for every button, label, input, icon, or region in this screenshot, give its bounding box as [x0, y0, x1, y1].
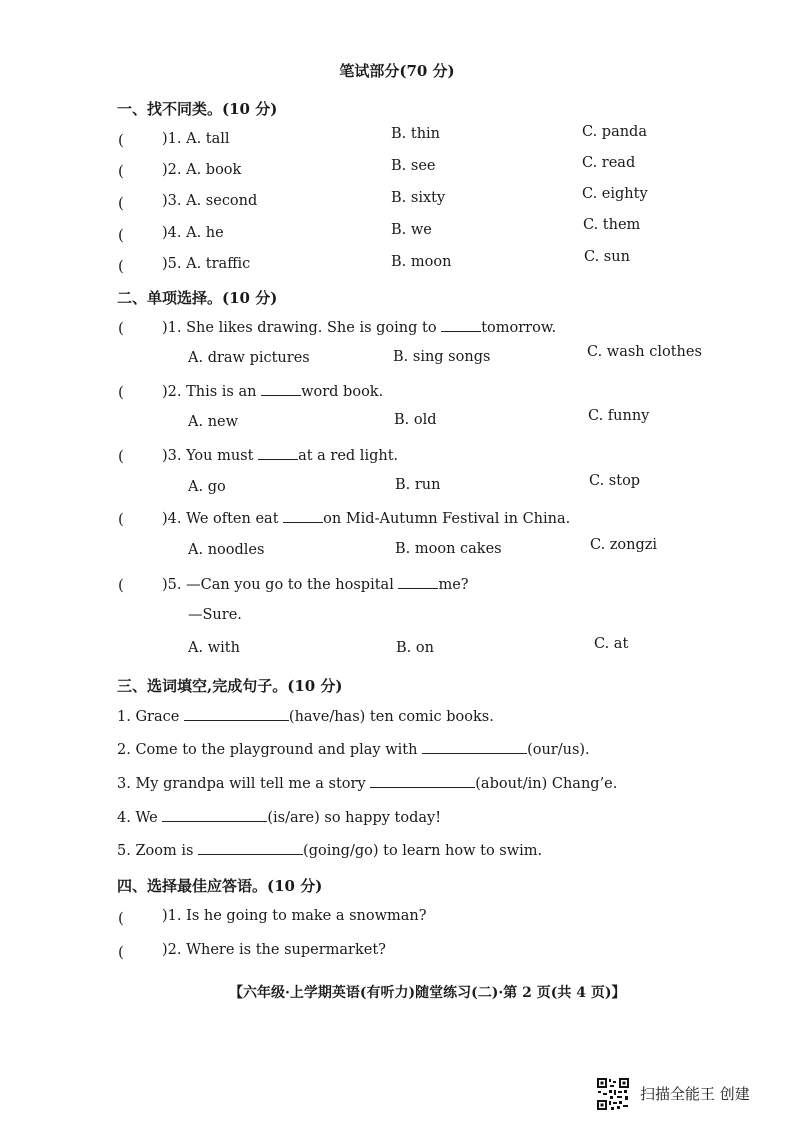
s4-q2: )2. Where is the supermarket?: [162, 942, 386, 958]
s2-q4-option-a: A. noodles: [188, 542, 265, 558]
s2-q2-stem-end: word book.: [301, 384, 384, 400]
answer-blank: [441, 318, 481, 332]
answer-paren: (: [118, 576, 124, 594]
answer-paren: (: [118, 319, 124, 337]
answer-blank: [198, 841, 303, 855]
answer-blank: [370, 774, 475, 788]
s1-q3-option-c: C. eighty: [582, 186, 648, 202]
s2-q5-option-c: C. at: [594, 636, 629, 652]
s2-q4-option-c: C. zongzi: [590, 537, 658, 553]
s2-q3-option-b: B. run: [395, 477, 441, 493]
s1-q4-option-c: C. them: [583, 217, 641, 233]
s2-q4-option-b: B. moon cakes: [395, 541, 502, 557]
s2-q2-stem: [162, 382, 383, 400]
s1-q5-option-c: C. sun: [584, 249, 630, 265]
s3-q3-text: 3. My grandpa will tell me a story: [117, 776, 371, 792]
s2-q4-stem-text: )4. We often eat: [162, 511, 284, 527]
section-2-heading: 二、单项选择。(10 分): [117, 289, 278, 307]
section-3-heading: 三、选词填空,完成句子。(10 分): [117, 677, 343, 695]
answer-paren: (: [118, 226, 124, 244]
answer-paren: (: [118, 131, 124, 149]
answer-blank: [162, 808, 267, 822]
answer-paren: (: [118, 943, 124, 961]
s1-q4-option-a: )4. A. he: [162, 225, 224, 241]
s4-q1: )1. Is he going to make a snowman?: [162, 908, 427, 924]
s2-q3-stem-end: at a red light.: [298, 448, 399, 464]
s1-q4-option-b: B. we: [391, 222, 432, 238]
s1-q2-option-a: )2. A. book: [162, 162, 242, 178]
s2-q5-stem-end: me?: [438, 577, 469, 593]
s3-q4-text: 4. We: [117, 810, 163, 826]
s2-q3-option-c: C. stop: [589, 473, 641, 489]
s2-q2-option-a: A. new: [188, 414, 239, 430]
answer-blank: [261, 382, 301, 396]
s2-q3-stem-text: )3. You must: [162, 448, 259, 464]
s2-q1-stem: [162, 318, 556, 336]
s2-q5-response: —Sure.: [188, 607, 242, 623]
answer-paren: (: [118, 447, 124, 465]
scanner-watermark: 扫描全能王 创建: [640, 1085, 750, 1103]
s2-q2-option-b: B. old: [394, 412, 437, 428]
s3-q4-end: (is/are) so happy today!: [267, 810, 442, 826]
answer-blank: [398, 575, 438, 589]
s1-q3-option-b: B. sixty: [391, 190, 446, 206]
s2-q5-stem: [162, 575, 469, 593]
s3-q3-end: (about/in) Chang’e.: [475, 776, 618, 792]
s3-q1-text: 1. Grace: [117, 709, 184, 725]
page-footer: 【六年级·上学期英语(有听力)随堂练习(二)·第 2 页(共 4 页)】: [229, 985, 626, 1001]
qr-code-icon: [596, 1077, 630, 1111]
s1-q5-option-b: B. moon: [391, 254, 452, 270]
s1-q2-option-c: C. read: [582, 155, 636, 171]
s2-q4-stem-end: on Mid-Autumn Festival in China.: [323, 511, 571, 527]
s1-q1-option-a: )1. A. tall: [162, 131, 230, 147]
s1-q1-option-c: C. panda: [582, 124, 647, 140]
s3-q1: [117, 707, 494, 725]
s2-q3-stem: [162, 446, 398, 464]
answer-blank: [283, 509, 323, 523]
s1-q2-option-b: B. see: [391, 158, 436, 174]
s3-q3: [117, 774, 617, 792]
s3-q2: [117, 740, 590, 758]
section-1-heading: 一、找不同类。(10 分): [117, 100, 278, 118]
answer-blank: [258, 446, 298, 460]
s2-q5-option-b: B. on: [396, 640, 434, 656]
s2-q1-stem-text: )1. She likes drawing. She is going to: [162, 320, 442, 336]
answer-paren: (: [118, 510, 124, 528]
answer-paren: (: [118, 257, 124, 275]
answer-paren: (: [118, 909, 124, 927]
answer-paren: (: [118, 162, 124, 180]
answer-blank: [184, 707, 289, 721]
s2-q3-option-a: A. go: [188, 479, 226, 495]
section-4-heading: 四、选择最佳应答语。(10 分): [117, 877, 323, 895]
s2-q1-option-b: B. sing songs: [393, 349, 491, 365]
s2-q5-option-a: A. with: [188, 640, 240, 656]
s3-q2-text: 2. Come to the playground and play with: [117, 742, 423, 758]
s3-q1-end: (have/has) ten comic books.: [288, 709, 494, 725]
s3-q4: [117, 808, 441, 826]
s1-q1-option-b: B. thin: [391, 126, 441, 142]
s3-q2-end: (our/us).: [527, 742, 590, 758]
s1-q5-option-a: )5. A. traffic: [162, 256, 251, 272]
s2-q5-stem-text: )5. —Can you go to the hospital: [162, 577, 399, 593]
s2-q1-option-c: C. wash clothes: [587, 344, 702, 360]
s3-q5: [117, 841, 542, 859]
s3-q5-text: 5. Zoom is: [117, 843, 199, 859]
s2-q1-stem-end: tomorrow.: [481, 320, 557, 336]
answer-paren: (: [118, 383, 124, 401]
s3-q5-end: (going/go) to learn how to swim.: [303, 843, 543, 859]
s2-q1-option-a: A. draw pictures: [188, 350, 310, 366]
answer-blank: [422, 740, 527, 754]
page-title: 笔试部分(70 分): [339, 62, 455, 80]
s2-q2-option-c: C. funny: [588, 408, 650, 424]
s2-q2-stem-text: )2. This is an: [162, 384, 262, 400]
answer-paren: (: [118, 194, 124, 212]
s1-q3-option-a: )3. A. second: [162, 193, 258, 209]
s2-q4-stem: [162, 509, 570, 527]
